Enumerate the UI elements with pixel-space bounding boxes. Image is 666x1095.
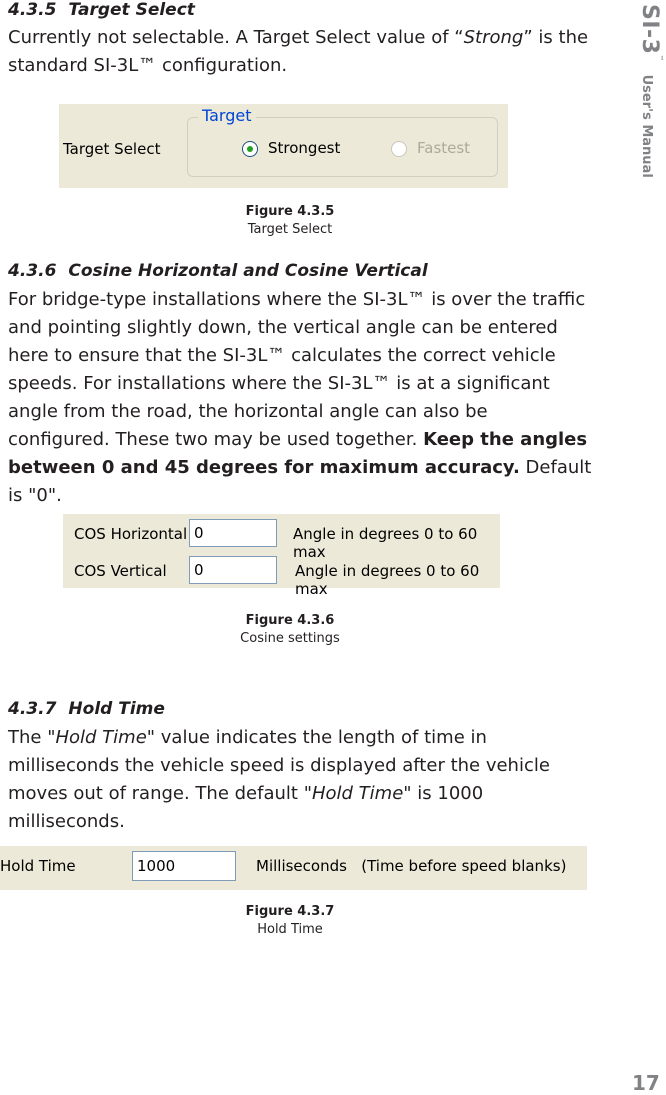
emphasis-text: Strong	[463, 27, 524, 48]
trademark-mark: ™	[656, 54, 664, 62]
hold-time-hint: Milliseconds (Time before speed blanks)	[256, 857, 567, 875]
caption-title: Figure 4.3.5	[245, 204, 335, 219]
text-run: value indicates the length of time in milliseconds the vehicle speed is displayed after the vehicle moves out of range. The default	[8, 727, 550, 804]
target-select-label: Target Select	[63, 140, 161, 158]
figure-caption-437	[0, 903, 580, 939]
target-group-title: Target	[198, 106, 256, 125]
radio-selected-dot	[247, 146, 253, 152]
text-run: Default is "0".	[8, 457, 592, 506]
text-run: ” is the standard SI-3L™ configuration.	[8, 27, 589, 76]
fastest-radio[interactable]	[391, 141, 407, 157]
section-number: 4.3.5	[8, 0, 57, 20]
strongest-radio[interactable]	[242, 141, 258, 157]
hold-time-label: Hold Time	[0, 857, 76, 875]
emphasis-text: "Hold Time"	[303, 783, 412, 804]
hold-time-input[interactable]: 1000	[132, 851, 236, 881]
manual-subtitle: User's Manual	[639, 74, 654, 178]
emphasis-text: "Hold Time"	[47, 727, 156, 748]
section-title: Hold Time	[68, 699, 165, 719]
cos-horizontal-input[interactable]: 0	[189, 519, 277, 547]
caption-text: Target Select	[247, 222, 333, 237]
section-heading-cosine	[8, 261, 428, 281]
figure-caption-436	[0, 612, 580, 648]
caption-title: Figure 4.3.7	[245, 904, 335, 919]
cosine-paragraph	[8, 286, 593, 510]
target-groupbox	[187, 106, 498, 177]
cos-vertical-input[interactable]: 0	[189, 556, 277, 584]
section-number: 4.3.6	[8, 261, 57, 281]
cos-vertical-label: COS Vertical	[74, 562, 167, 580]
cos-horizontal-hint: Angle in degrees 0 to 60 max	[293, 525, 478, 561]
target-select-screenshot	[59, 104, 508, 188]
bold-text: Keep the angles between 0 and 45 degrees for maximum accuracy.	[8, 429, 588, 478]
caption-title: Figure 4.3.6	[245, 613, 335, 628]
text-run: The	[8, 727, 48, 748]
section-heading-hold-time	[8, 699, 165, 719]
text-run: For bridge-type installations where the SI-3L™ is over the traffic and pointing slightly down, the vertical angle can be entered here to ensure that the SI-3L™ calculates the correct vehicle speeds. For installations where the SI-3L™ is at a significant angle from the road, the horizontal angle can also be configured. These two may be used together.	[8, 289, 586, 450]
caption-text: Cosine settings	[240, 631, 340, 646]
section-heading-target-select	[8, 0, 195, 20]
hold-time-screenshot	[0, 846, 587, 890]
page-number: 17	[632, 1071, 660, 1095]
cos-horizontal-label: COS Horizontal	[74, 525, 188, 543]
target-select-paragraph	[8, 24, 593, 80]
text-run: Currently not selectable. A Target Select value of “	[8, 27, 464, 48]
fastest-label: Fastest	[417, 139, 471, 157]
hold-time-paragraph	[8, 724, 593, 836]
text-run: is 1000 milliseconds.	[8, 783, 484, 832]
figure-caption-435	[0, 203, 580, 239]
strongest-label: Strongest	[268, 139, 341, 157]
product-logo: SI-3	[637, 4, 662, 55]
cosine-settings-screenshot	[63, 514, 500, 598]
section-number: 4.3.7	[8, 699, 57, 719]
section-title: Target Select	[68, 0, 195, 20]
cos-vertical-hint: Angle in degrees 0 to 60 max	[295, 562, 480, 598]
side-header	[622, 4, 662, 204]
section-title: Cosine Horizontal and Cosine Vertical	[68, 261, 428, 281]
caption-text: Hold Time	[257, 922, 323, 937]
